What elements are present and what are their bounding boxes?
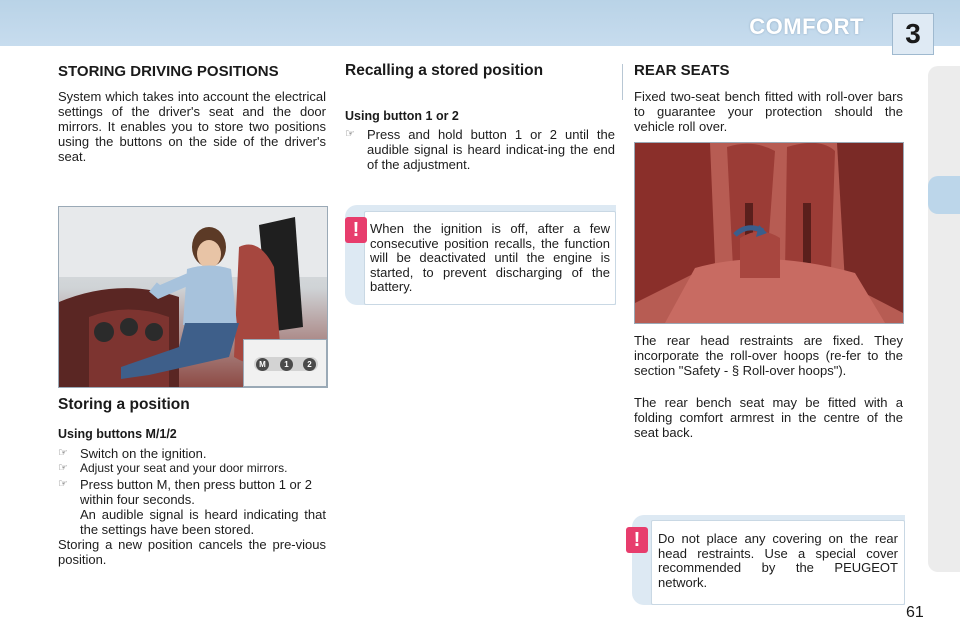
rear-seats-photo (634, 142, 904, 324)
memory-buttons-inset (243, 339, 327, 387)
page-number: 61 (906, 604, 924, 621)
using-buttons-m12-subtitle: Using buttons M/1/2 (58, 427, 177, 441)
ignition-warning-box (345, 205, 616, 305)
head-restraint-warning-text: Do not place any covering on the rear head restraints. Use a special cover recommended by the PEUGEOT network. (658, 531, 898, 590)
rear-seats-intro: Fixed two-seat bench fitted with roll-over bars to guarantee your protection should the vehicle roll over. (634, 89, 903, 134)
memory-button-2: 2 (303, 358, 316, 371)
storing-cancels-note: Storing a new position cancels the pre-vious position. (58, 537, 326, 567)
exclamation-icon: ! (626, 527, 648, 553)
pointing-hand-icon: ☞ (58, 447, 68, 459)
bullet-switch-on: ☞ Switch on the ignition. (58, 446, 207, 461)
pointing-hand-icon: ☞ (58, 462, 68, 474)
head-restraint-warning-box (632, 515, 905, 605)
rear-head-restraints-text: The rear head restraints are fixed. They incorporate the roll-over hoops (re-fer to the section "Safety - § Roll-over hoops"). (634, 333, 903, 378)
using-button-1-2-subtitle: Using button 1 or 2 (345, 109, 459, 123)
side-index-strip (928, 66, 960, 572)
rear-seats-heading: REAR SEATS (634, 62, 730, 79)
ignition-warning-text: When the ignition is off, after a few consecutive position recalls, the function will be deactivated until the engine is started, to prevent discharging of the battery. (370, 221, 610, 294)
chapter-number: 3 (892, 13, 934, 55)
storing-position-title: Storing a position (58, 396, 190, 413)
recalling-position-heading: Recalling a stored position (345, 62, 544, 79)
bullet-press-button: ☞ Press button M, then press button 1 or 2 within four seconds. (58, 477, 312, 507)
pointing-hand-icon: ☞ (345, 128, 355, 140)
pointing-hand-icon: ☞ (58, 478, 68, 490)
memory-button-1: 1 (280, 358, 293, 371)
storing-intro-text: System which takes into account the electrical settings of the driver's seat and the door mirrors. It enables you to store two positions using the buttons on the side of the driver's seat. (58, 89, 326, 164)
memory-button-m: M (256, 358, 269, 371)
side-index-marker (928, 176, 960, 214)
page-title: COMFORT (749, 14, 864, 39)
bullet-adjust-seat: ☞ Adjust your seat and your door mirrors. (58, 461, 288, 475)
exclamation-icon: ! (345, 217, 367, 243)
driver-seat-photo (58, 206, 328, 388)
rear-armrest-text: The rear bench seat may be fitted with a folding comfort armrest in the centre of the seat back. (634, 395, 903, 440)
audible-signal-note: An audible signal is heard indicating that the settings have been stored. (80, 507, 326, 537)
rear-seats-illustration (635, 143, 903, 323)
storing-driving-positions-heading: STORING DRIVING POSITIONS (58, 63, 279, 80)
column-divider (622, 64, 623, 100)
bullet-press-hold: ☞ Press and hold button 1 or 2 until the audible signal is heard indicat-ing the end of the adjustment. (345, 127, 615, 172)
